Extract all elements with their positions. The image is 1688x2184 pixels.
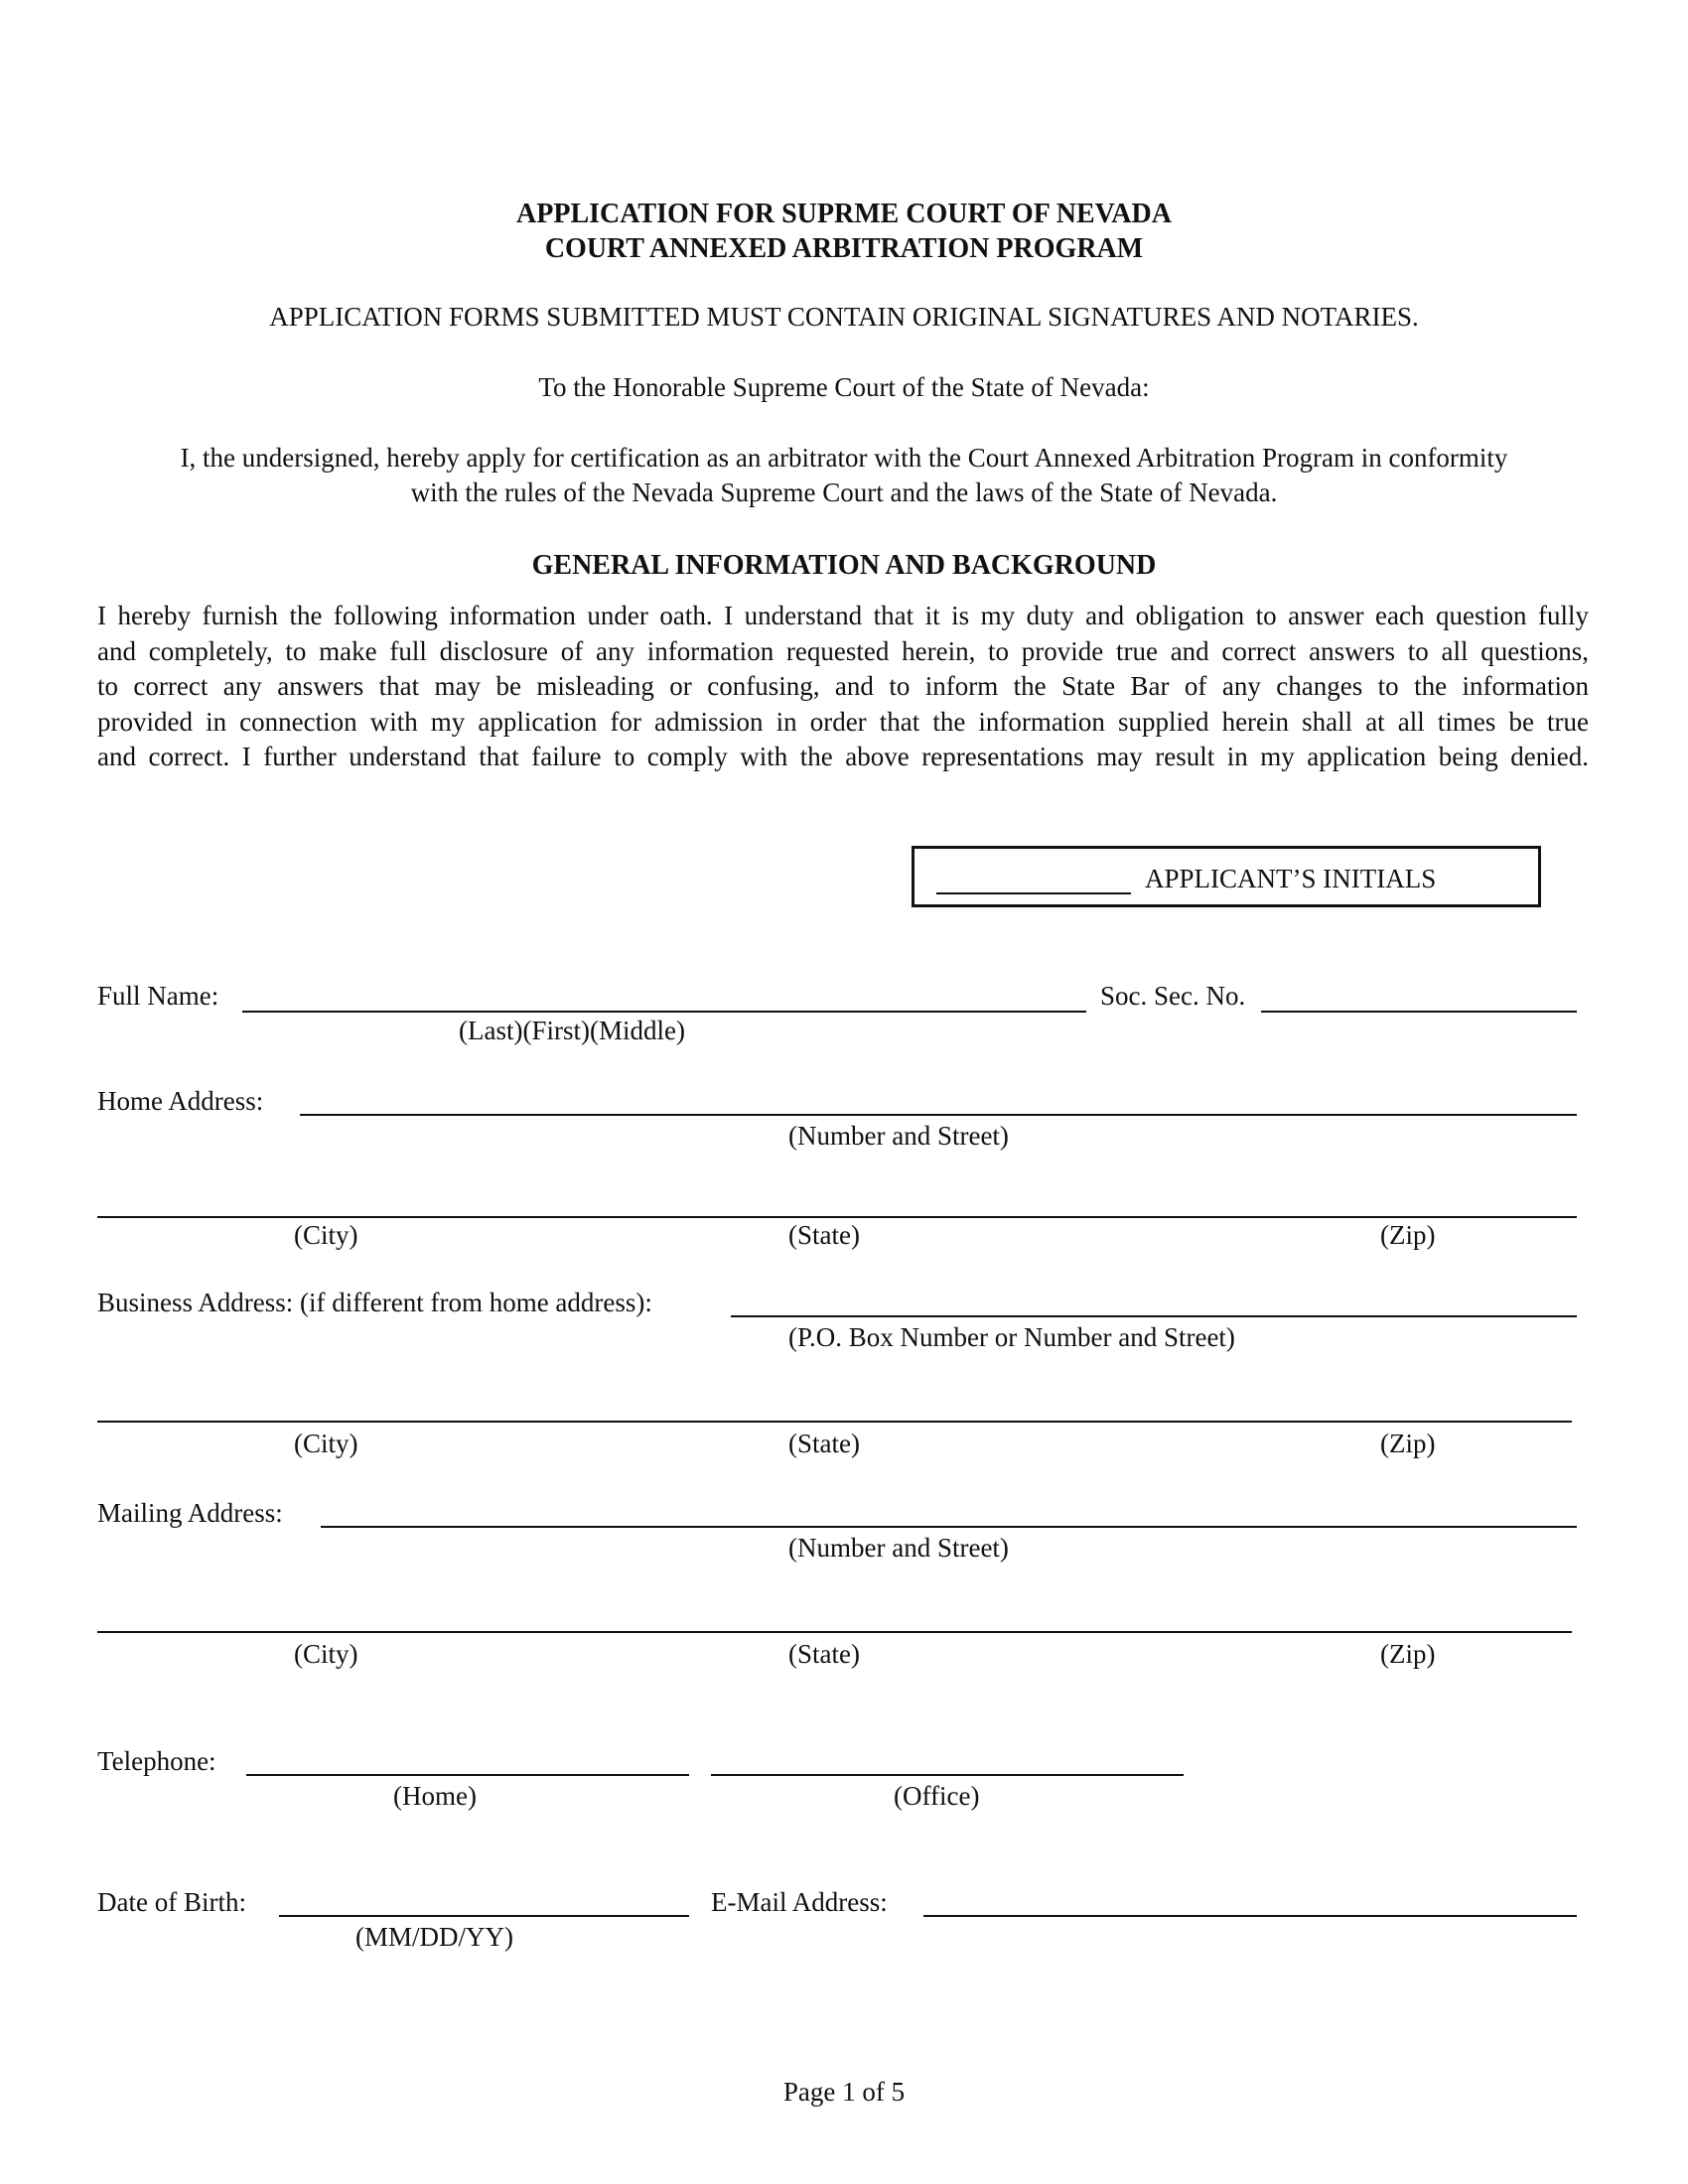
ssn-field[interactable] xyxy=(1261,1011,1577,1013)
dob-label: Date of Birth: xyxy=(97,1887,246,1917)
oath-paragraph xyxy=(97,599,1589,775)
oath-line: and correct. I further understand that failure to comply with the above representations may result in my application being denied. xyxy=(97,742,1589,771)
oath-line: to correct any answers that may be misleading or confusing, and to inform the State Bar of any changes to the information xyxy=(97,671,1589,701)
initials-input-line[interactable] xyxy=(936,892,1131,894)
home-zip-hint: (Zip) xyxy=(1380,1220,1436,1250)
telephone-office-hint: (Office) xyxy=(894,1781,980,1811)
signature-notice: APPLICATION FORMS SUBMITTED MUST CONTAIN ORIGINAL SIGNATURES AND NOTARIES. xyxy=(269,302,1419,332)
salutation: To the Honorable Supreme Court of the State of Nevada: xyxy=(538,372,1150,402)
dob-hint: (MM/DD/YY) xyxy=(355,1922,513,1952)
mailing-city-state-zip-field[interactable] xyxy=(97,1631,1572,1633)
mailing-street-field[interactable] xyxy=(321,1526,1577,1528)
full-name-field[interactable] xyxy=(242,1011,1086,1013)
business-street-field[interactable] xyxy=(731,1315,1577,1317)
home-address-label: Home Address: xyxy=(97,1086,264,1116)
dob-field[interactable] xyxy=(279,1915,689,1917)
business-city-state-zip-field[interactable] xyxy=(97,1421,1572,1423)
telephone-label: Telephone: xyxy=(97,1746,216,1776)
mailing-city-hint: (City) xyxy=(294,1639,358,1669)
mailing-state-hint: (State) xyxy=(788,1639,860,1669)
oath-line: and completely, to make full disclosure of any information requested herein, to provide true and correct answers to all questions, xyxy=(97,635,1589,666)
business-address-label: Business Address: (if different from home address): xyxy=(97,1288,652,1317)
home-city-hint: (City) xyxy=(294,1220,358,1250)
email-field[interactable] xyxy=(923,1915,1577,1917)
business-zip-hint: (Zip) xyxy=(1380,1429,1436,1458)
ssn-label: Soc. Sec. No. xyxy=(1100,981,1246,1011)
mailing-zip-hint: (Zip) xyxy=(1380,1639,1436,1669)
full-name-label: Full Name: xyxy=(97,981,219,1011)
home-street-hint: (Number and Street) xyxy=(788,1121,1009,1151)
home-street-field[interactable] xyxy=(300,1114,1577,1116)
home-state-hint: (State) xyxy=(788,1220,860,1250)
email-label: E-Mail Address: xyxy=(711,1887,888,1917)
full-name-hint: (Last)(First)(Middle) xyxy=(459,1016,685,1045)
oath-line: provided in connection with my application for admission in order that the information supplied herein shall at all times be true xyxy=(97,706,1589,737)
telephone-home-field[interactable] xyxy=(246,1774,689,1776)
business-state-hint: (State) xyxy=(788,1429,860,1458)
business-city-hint: (City) xyxy=(294,1429,358,1458)
form-title-line2: COURT ANNEXED ARBITRATION PROGRAM xyxy=(544,233,1144,264)
telephone-home-hint: (Home) xyxy=(393,1781,477,1811)
telephone-office-field[interactable] xyxy=(711,1774,1184,1776)
oath-line: I hereby furnish the following information under oath. I understand that it is my duty and obligation to answer each question fully xyxy=(97,601,1589,630)
applicant-initials-box xyxy=(912,846,1541,907)
mailing-address-label: Mailing Address: xyxy=(97,1498,283,1528)
home-city-state-zip-field[interactable] xyxy=(97,1216,1577,1218)
business-street-hint: (P.O. Box Number or Number and Street) xyxy=(788,1322,1235,1352)
intro-line-2: with the rules of the Nevada Supreme Court and the laws of the State of Nevada. xyxy=(410,478,1278,507)
form-title-line1: APPLICATION FOR SUPRME COURT OF NEVADA xyxy=(516,199,1172,229)
mailing-street-hint: (Number and Street) xyxy=(788,1533,1009,1563)
intro-line-1: I, the undersigned, hereby apply for certification as an arbitrator with the Court Annexed Arbitration Program in conformity xyxy=(180,443,1508,473)
page-indicator: Page 1 of 5 xyxy=(782,2077,906,2107)
section-heading: GENERAL INFORMATION AND BACKGROUND xyxy=(531,550,1157,581)
applicant-initials-label: APPLICANT’S INITIALS xyxy=(1145,864,1437,893)
